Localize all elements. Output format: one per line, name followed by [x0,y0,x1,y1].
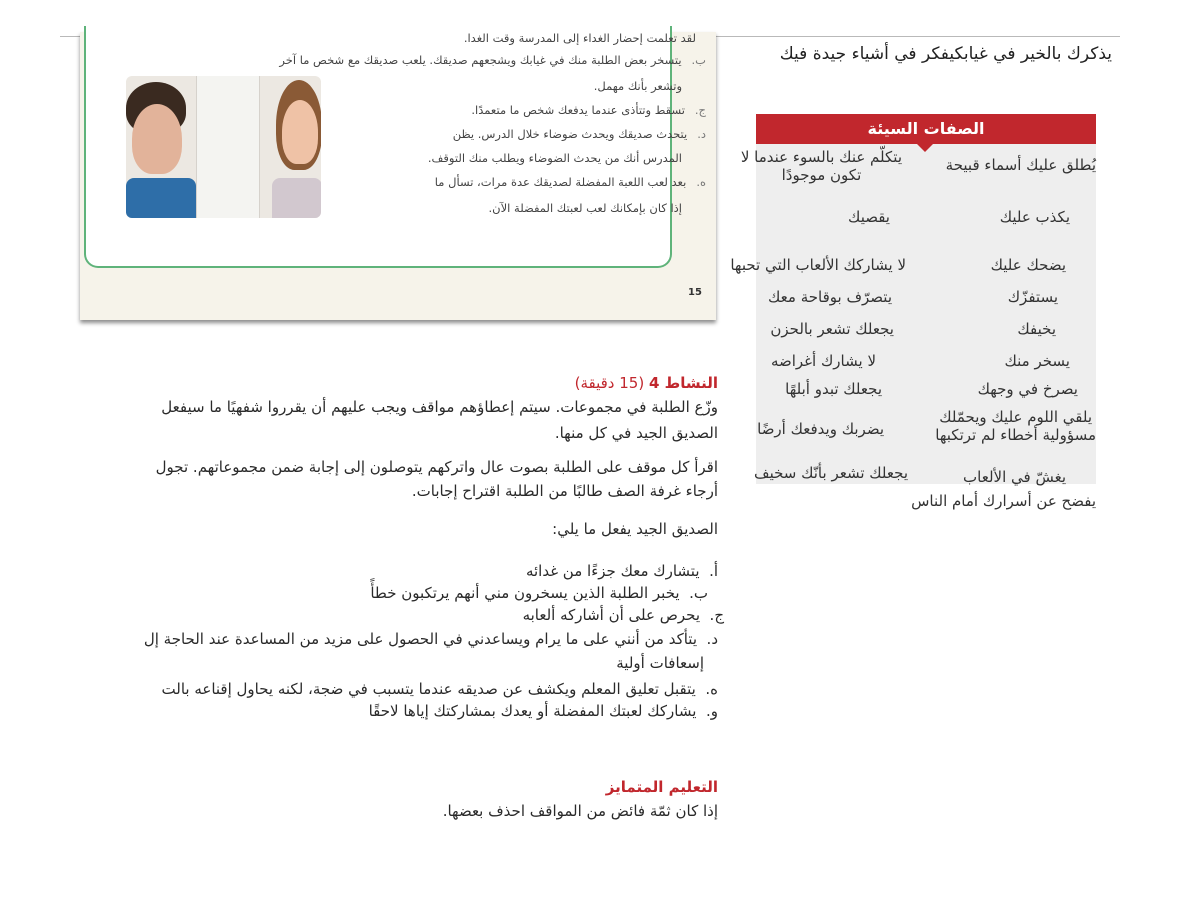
boy-face [132,104,182,174]
table-cell: يضحك عليك [990,256,1066,274]
table-cell: يفضح عن أسرارك أمام الناس [911,492,1096,510]
good-traits-line: يذكرك بالخير في غيابكيفكر في أشياء جيدة فيك [779,44,1112,64]
page-number: 15 [688,287,702,298]
table-cell: يلقي اللوم عليك ويحمّلك مسؤولية أخطاء لم ترتكبها [935,408,1096,444]
textbook-page-image [80,32,716,320]
differentiation-text: إذا كان ثمّة فائض من المواقف احذف بعضها. [442,802,718,820]
table-cell: لا يشارك أغراضه [770,352,876,370]
activity-duration: (15 دقيقة) [574,374,645,392]
list-item: ب. يخبر الطلبة الذين يسخرون مني أنهم يرتكبون خطأً [370,584,708,602]
textbook-line: إذا كان بإمكانك لعب لعبتك المفضلة الآن. [488,201,682,215]
table-cell: يستفزّك [1007,288,1058,306]
activity-title: النشاط 4 [648,374,718,392]
table-cell: لا يشاركك الألعاب التي تحبها [730,256,906,274]
table-cell: يجعلك تشعر بأنّك سخيف [754,464,908,482]
door-shape [196,76,260,218]
table-cell: يخيفك [1017,320,1056,338]
table-cell: يجعلك تشعر بالحزن [770,320,894,338]
children-photo [126,76,321,218]
table-header: الصفات السيئة [756,114,1096,144]
activity-paragraph: وزّع الطلبة في مجموعات. سيتم إعطاؤهم مواقف ويجب عليهم أن يقرروا شفهيًا ما سيفعل [161,398,718,416]
list-item: د. يتأكد من أنني على ما يرام ويساعدني في الحصول على مزيد من المساعدة عند الحاجة إل [143,630,718,648]
textbook-line: لقد تعلمت إحضار الغداء إلى المدرسة وقت الغدا. [463,31,696,45]
table-cell: يسخر منك [1004,352,1070,370]
table-cell: يتصرّف بوقاحة معك [768,288,892,306]
table-cell: يضربك ويدفعك أرضًا [757,420,884,438]
differentiation-title: التعليم المتمايز [605,778,718,796]
table-cell: يقصيك [848,208,890,226]
table-cell: يصرخ في وجهك [977,380,1078,398]
table-cell: يتكلّم عنك بالسوء عندما لا تكون موجودًا [740,148,902,184]
girl-shirt [272,178,321,218]
textbook-line: د.يتحدث صديقك ويحدث ضوضاء خلال الدرس. يظن [452,127,706,141]
textbook-line: ب.يتسخر بعض الطلبة منك في غيابك ويشجعهم صديقك. يلعب صديقك مع شخص ما آخر [279,53,706,67]
list-item: ج. يحرص على أن أشاركه ألعابه [522,606,724,624]
list-item: ه. يتقبل تعليق المعلم ويكشف عن صديقه عندما يتسبب في ضجة، لكنه يحاول إقناعه بالت [161,680,718,698]
activity-paragraph: الصديق الجيد في كل منها. [554,424,718,442]
activity-paragraph: اقرأ كل موقف على الطلبة بصوت عال واتركهم يتوصلون إلى إجابة ضمن مجموعاتهم. تجول [155,458,718,476]
table-cell: يكذب عليك [999,208,1070,226]
table-cell: يغشّ في الألعاب [963,468,1066,486]
list-item: أ. يتشارك معك جزءًا من غدائه [525,562,718,580]
good-friend-intro: الصديق الجيد يفعل ما يلي: [552,520,718,538]
table-cell: يجعلك تبدو أبلهًا [785,380,882,398]
table-header-caret [916,143,934,152]
girl-face [282,100,318,164]
list-item: و. يشاركك لعبتك المفضلة أو يعدك بمشاركتك إياها لاحقًا [368,702,718,720]
boy-shirt [126,178,196,218]
table-cell: يُطلق عليك أسماء قبيحة [945,156,1096,174]
list-item-continuation: إسعافات أولية [616,654,704,672]
textbook-line: المدرس أنك من يحدث الضوضاء ويطلب منك التوقف. [427,151,682,165]
textbook-line: وتشعر بأنك مهمل. [593,79,682,93]
activity-heading [575,374,718,392]
textbook-line: ه.بعد لعب اللعبة المفضلة لصديقك عدة مرات، تسأل ما [434,175,706,189]
activity-paragraph: أرجاء غرفة الصف طالبًا من الطلبة اقتراح إجابات. [411,482,718,500]
textbook-line: ج.تسقط وتتأذى عندما يدفعك شخص ما متعمدًا. [471,103,706,117]
